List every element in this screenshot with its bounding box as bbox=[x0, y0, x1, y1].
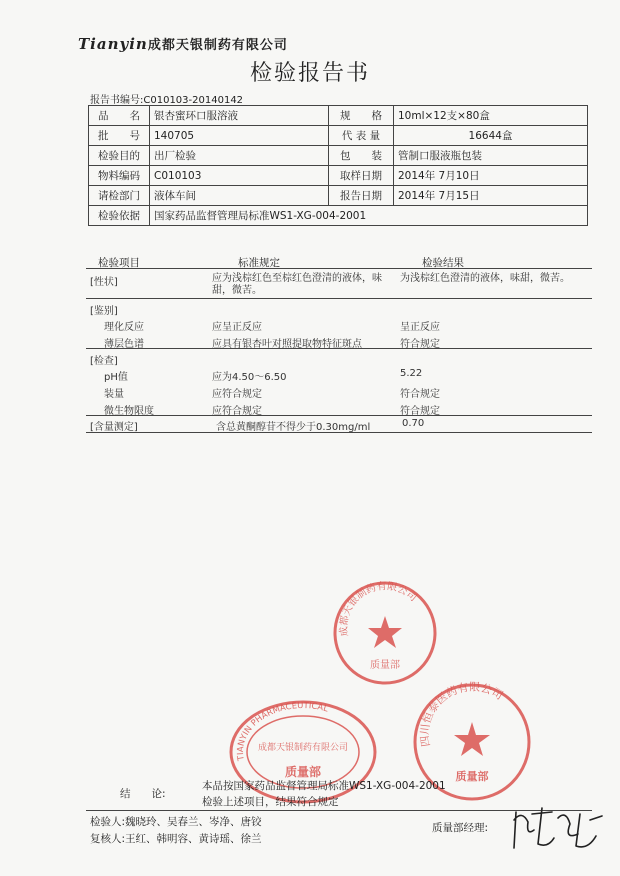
column-header-item: 检验项目 bbox=[98, 257, 140, 269]
row-chem-item: 理化反应 bbox=[104, 322, 144, 333]
reviewer-names: 王红、韩明容、黄诗瑶、徐兰 bbox=[125, 833, 262, 845]
conclusion-line-2: 检验上述项目，结果符合规定 bbox=[202, 796, 339, 808]
info-table bbox=[88, 105, 588, 226]
row-ph-item: pH值 bbox=[104, 372, 128, 383]
row-character-item: [性状] bbox=[90, 277, 118, 288]
row-micro-standard: 应符合规定 bbox=[212, 406, 262, 417]
seal-b-ring-text: TIANYIN PHARMACEUTICAL bbox=[235, 700, 330, 762]
row-chem-standard: 应呈正反应 bbox=[212, 322, 262, 333]
row-micro-item: 微生物限度 bbox=[104, 406, 154, 417]
inspector-label: 检验人: bbox=[90, 816, 126, 828]
seal-c-ring-text: 四川恒泰医药有限公司 bbox=[418, 680, 506, 748]
seal-a-star-icon bbox=[368, 616, 402, 648]
report-number-label: 报告书编号: bbox=[90, 95, 144, 106]
inspector-names: 魏晓玲、吴春兰、岑净、唐铰 bbox=[125, 816, 262, 828]
seal-a-center-text: 质量部 bbox=[370, 660, 400, 671]
table-bottom-line bbox=[86, 432, 592, 433]
spec-label: 规 格 bbox=[329, 106, 394, 126]
sample-date-label: 取样日期 bbox=[329, 166, 394, 186]
table-row bbox=[89, 206, 588, 226]
table-row bbox=[89, 126, 588, 146]
quality-manager-label: 质量部经理: bbox=[432, 822, 489, 834]
purpose-label: 检验目的 bbox=[89, 146, 150, 166]
table-row bbox=[89, 186, 588, 206]
conclusion-label: 结 论: bbox=[120, 788, 166, 800]
qty-label: 代 表 量 bbox=[329, 126, 394, 146]
header-divider bbox=[86, 268, 592, 269]
row-divider bbox=[86, 415, 592, 416]
brand-logo-text: Tianyin bbox=[78, 35, 148, 53]
qty-value: 16644盒 bbox=[394, 126, 588, 146]
row-divider bbox=[86, 348, 592, 349]
sample-date-value: 2014年 7月10日 bbox=[394, 166, 588, 186]
manager-signature bbox=[508, 800, 608, 860]
product-label: 品 名 bbox=[89, 106, 150, 126]
seal-b-center-text: 质量部 bbox=[284, 765, 322, 779]
batch-label: 批 号 bbox=[89, 126, 150, 146]
seal-a-ring-text: 成都天银制药有限公司 bbox=[338, 581, 419, 637]
row-tlc-item: 薄层色谱 bbox=[104, 339, 144, 350]
reviewers bbox=[90, 831, 262, 846]
company-seal-stamp bbox=[330, 578, 440, 688]
material-value: C010103 bbox=[150, 166, 329, 186]
row-character-standard: 应为浅棕红色至棕红色澄清的液体，味甜，微苦。 bbox=[212, 273, 382, 296]
row-ph-standard: 应为4.50～6.50 bbox=[212, 372, 287, 383]
seal-b-inner-text: 成都天银制药有限公司 bbox=[257, 743, 349, 753]
row-ident-item: [鉴别] bbox=[90, 306, 118, 317]
page-title: 检验报告书 bbox=[249, 61, 370, 86]
table-row bbox=[89, 106, 588, 126]
company-name: 成都天银制药有限公司 bbox=[147, 38, 288, 53]
svg-text:TIANYIN PHARMACEUTICAL bbox=[236, 701, 330, 762]
inspectors bbox=[90, 814, 262, 829]
report-number bbox=[90, 91, 243, 106]
batch-value: 140705 bbox=[150, 126, 329, 146]
row-assay-item: [含量测定] bbox=[90, 422, 138, 433]
row-fill-standard: 应符合规定 bbox=[212, 389, 262, 400]
dept-label: 请检部门 bbox=[89, 186, 150, 206]
row-assay-standard: 含总黄酮醇苷不得少于0.30mg/ml bbox=[216, 422, 371, 433]
basis-label: 检验依据 bbox=[89, 206, 150, 226]
table-row bbox=[89, 146, 588, 166]
purpose-value: 出厂检验 bbox=[150, 146, 329, 166]
product-value: 银杏蜜环口服溶液 bbox=[150, 106, 329, 126]
basis-value: 国家药品监督管理局标准WS1-XG-004-2001 bbox=[150, 206, 588, 226]
column-header-standard: 标准规定 bbox=[238, 257, 280, 269]
row-fill-result: 符合规定 bbox=[400, 389, 440, 400]
row-divider bbox=[86, 298, 592, 299]
column-header-result: 检验结果 bbox=[422, 257, 464, 269]
row-character-result: 为浅棕红色澄清的液体，味甜，微苦。 bbox=[400, 273, 570, 284]
row-micro-result: 符合规定 bbox=[400, 406, 440, 417]
spec-value: 10ml×12支×80盒 bbox=[394, 106, 588, 126]
row-chem-result: 呈正反应 bbox=[400, 322, 440, 333]
pack-value: 管制口服液瓶包装 bbox=[394, 146, 588, 166]
dept-value: 液体车间 bbox=[150, 186, 329, 206]
report-date-label: 报告日期 bbox=[329, 186, 394, 206]
row-assay-result: 0.70 bbox=[402, 418, 425, 429]
row-ph-result: 5.22 bbox=[400, 368, 423, 379]
seal-c-center-text: 质量部 bbox=[455, 770, 489, 783]
report-date-value: 2014年 7月15日 bbox=[394, 186, 588, 206]
material-label: 物料编码 bbox=[89, 166, 150, 186]
row-tlc-result: 符合规定 bbox=[400, 339, 440, 350]
table-row bbox=[89, 166, 588, 186]
pack-label: 包 装 bbox=[329, 146, 394, 166]
row-fill-item: 装量 bbox=[104, 389, 124, 400]
report-number-value: C010103-20140142 bbox=[143, 95, 244, 106]
company-logo bbox=[78, 34, 288, 53]
row-tlc-standard: 应具有银杏叶对照提取物特征斑点 bbox=[212, 339, 362, 350]
seal-c-star-icon bbox=[454, 722, 490, 756]
row-exam-item: [检查] bbox=[90, 356, 118, 367]
conclusion-line-1: 本品按国家药品监督管理局标准WS1-XG-004-2001 bbox=[202, 780, 446, 792]
reviewer-label: 复核人: bbox=[90, 833, 126, 845]
